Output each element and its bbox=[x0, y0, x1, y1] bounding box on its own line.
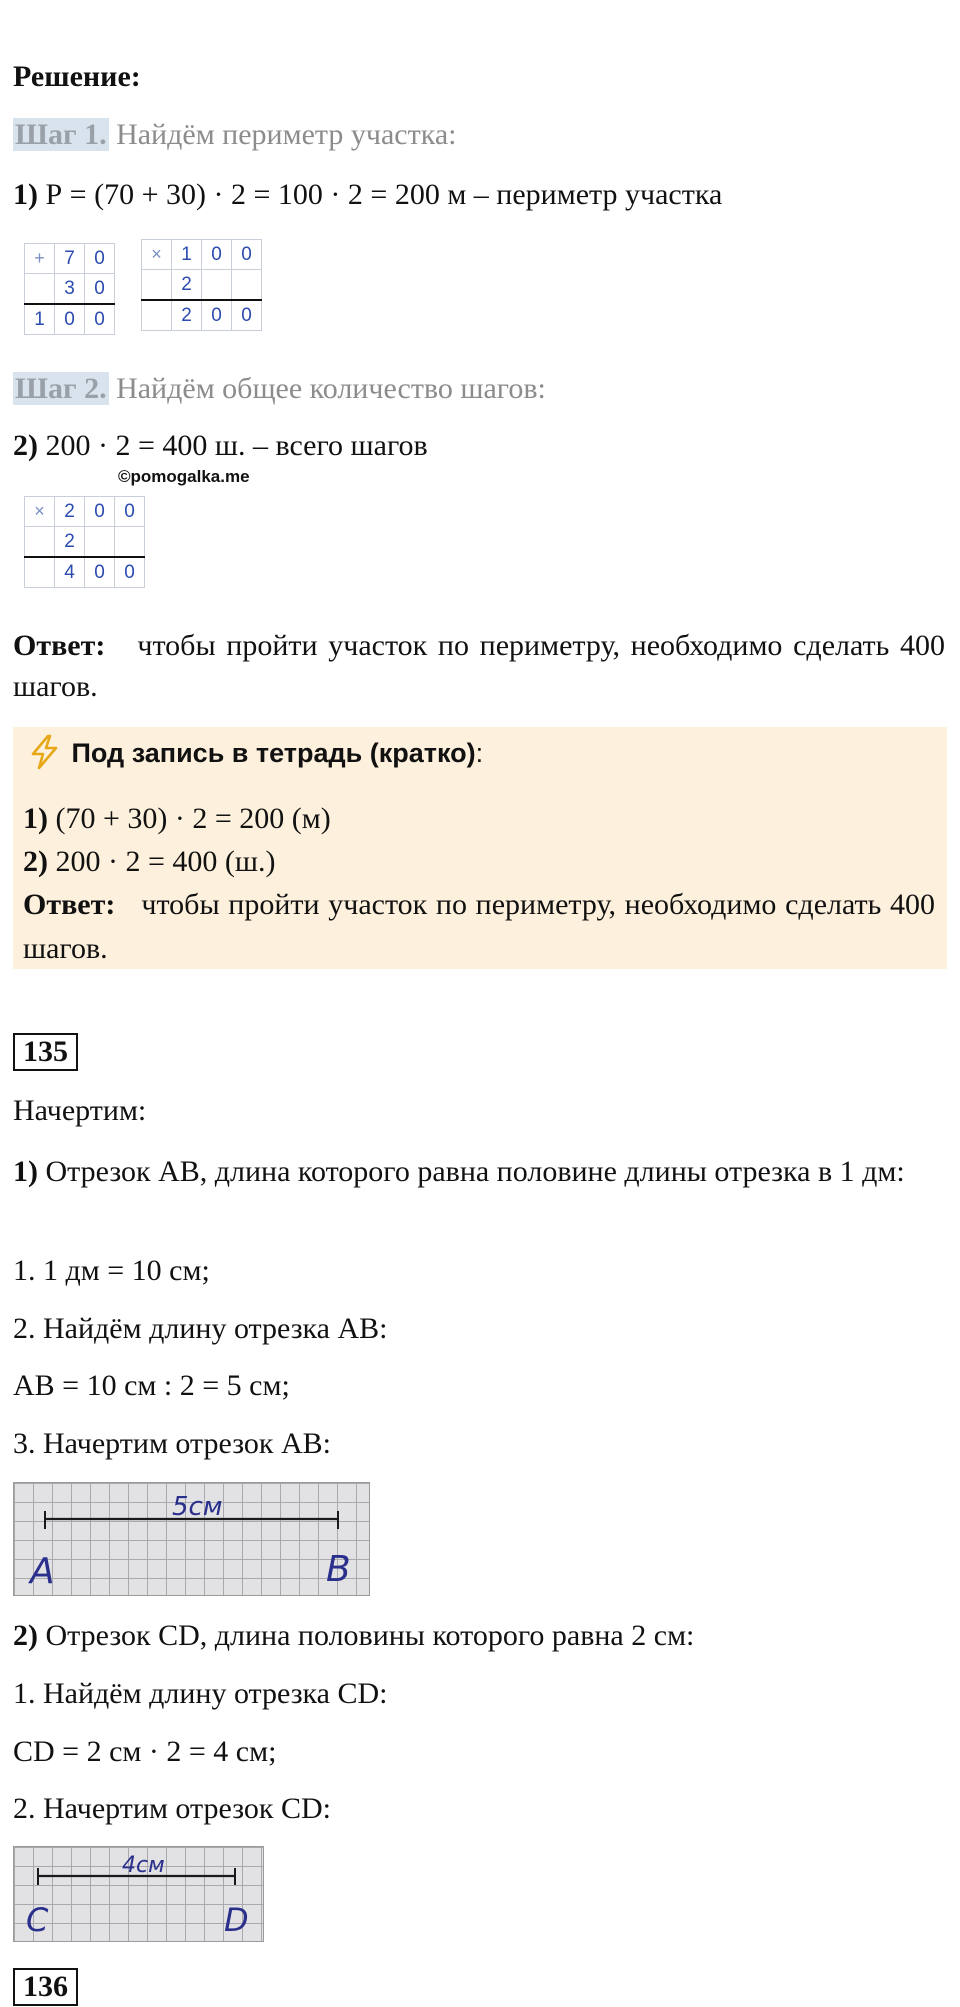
note-line-2 bbox=[23, 841, 276, 883]
line-1-number: 1) bbox=[13, 178, 38, 211]
calc-digit: 1 bbox=[25, 304, 55, 335]
solution-line-2 bbox=[13, 427, 428, 465]
multiply-icon: × bbox=[142, 240, 172, 270]
multiplication-calc-grid-2 bbox=[24, 496, 145, 588]
note-line-1 bbox=[23, 798, 331, 840]
calc-digit: 2 bbox=[172, 300, 202, 331]
note-line-1-text: (70 + 30) · 2 = 200 (м) bbox=[55, 802, 331, 835]
task-135-number: 135 bbox=[13, 1033, 78, 1071]
segment-ab-drawing bbox=[13, 1482, 370, 1596]
calc-digit: 3 bbox=[55, 274, 85, 305]
calc-digit: 7 bbox=[55, 244, 85, 274]
calc-digit: 0 bbox=[115, 557, 145, 588]
calc-digit: 0 bbox=[85, 497, 115, 527]
calc-digit: 0 bbox=[115, 497, 145, 527]
task-135-intro: Начертим: bbox=[13, 1094, 147, 1127]
plus-icon: + bbox=[25, 244, 55, 274]
line-2-text: 200 · 2 = 400 ш. – всего шагов bbox=[45, 429, 428, 462]
line-2-number: 2) bbox=[13, 429, 38, 462]
note-line-2-text: 200 · 2 = 400 (ш.) bbox=[55, 845, 276, 878]
calc-cell bbox=[142, 300, 172, 331]
note-title: Под запись в тетрадь (кратко) bbox=[71, 738, 476, 768]
segment-ab-svg bbox=[14, 1483, 369, 1595]
calc-cell bbox=[202, 270, 232, 301]
calc-digit: 2 bbox=[172, 270, 202, 301]
part-2-number: 2) bbox=[13, 1619, 38, 1652]
multiplication-calc-grid-1 bbox=[141, 239, 262, 331]
segment-cd-length-label: 4см bbox=[122, 1853, 165, 1878]
calc-cell bbox=[25, 274, 55, 305]
task-135-part-2 bbox=[13, 1617, 694, 1655]
note-title-row bbox=[26, 733, 483, 773]
lightning-icon bbox=[26, 733, 64, 771]
step-2-text: Найдём общее количество шагов: bbox=[116, 372, 546, 405]
task-136-number: 136 bbox=[13, 1968, 78, 2006]
watermark: ©pomogalka.me bbox=[118, 467, 250, 486]
segment-cd-svg bbox=[14, 1847, 263, 1941]
part-1-text: Отрезок АВ, длина которого равна половине длины отрезка в 1 дм: bbox=[45, 1155, 905, 1188]
calc-digit: 0 bbox=[202, 240, 232, 270]
line-1-text: Р = (70 + 30) · 2 = 100 · 2 = 200 м – периметр участка bbox=[45, 178, 723, 211]
note-answer-text: чтобы пройти участок по периметру, необходимо сделать 400 шагов. bbox=[23, 888, 935, 965]
task-135-calc-ab: АВ = 10 см : 2 = 5 см; bbox=[13, 1369, 290, 1402]
solution-line-1 bbox=[13, 176, 722, 214]
calc-cell bbox=[25, 557, 55, 588]
calc-digit: 2 bbox=[55, 497, 85, 527]
solution-heading: Решение: bbox=[13, 60, 141, 93]
calc-cell bbox=[115, 527, 145, 558]
answer bbox=[13, 625, 945, 707]
calc-cell bbox=[142, 270, 172, 301]
point-c-label: C bbox=[26, 1901, 49, 1939]
answer-label: Ответ: bbox=[13, 629, 106, 662]
note-answer-label: Ответ: bbox=[23, 888, 116, 921]
step-1-text: Найдём периметр участка: bbox=[116, 118, 457, 151]
calc-digit: 0 bbox=[55, 304, 85, 335]
step-1-tag: Шаг 1. bbox=[15, 118, 107, 151]
note-line-1-number: 1) bbox=[23, 802, 48, 835]
task-135-step-cd-2: 2. Начертим отрезок CD: bbox=[13, 1792, 331, 1825]
multiply-icon: × bbox=[25, 497, 55, 527]
calc-digit: 4 bbox=[55, 557, 85, 588]
task-135-step-2: 2. Найдём длину отрезка АВ: bbox=[13, 1312, 388, 1345]
note-line-2-number: 2) bbox=[23, 845, 48, 878]
calc-digit: 0 bbox=[202, 300, 232, 331]
task-135-calc-cd: CD = 2 см · 2 = 4 см; bbox=[13, 1735, 277, 1768]
task-135-step-1: 1. 1 дм = 10 см; bbox=[13, 1254, 210, 1287]
segment-cd-drawing bbox=[13, 1846, 264, 1942]
calc-digit: 1 bbox=[172, 240, 202, 270]
point-a-label: A bbox=[30, 1551, 55, 1592]
point-b-label: B bbox=[326, 1549, 351, 1590]
point-d-label: D bbox=[224, 1901, 249, 1939]
segment-ab-length-label: 5см bbox=[172, 1492, 223, 1522]
calc-cell bbox=[85, 527, 115, 558]
task-135-part-1 bbox=[13, 1151, 945, 1192]
calc-digit: 0 bbox=[85, 244, 115, 274]
calc-digit: 2 bbox=[55, 527, 85, 558]
calc-cell bbox=[25, 527, 55, 558]
note-answer bbox=[23, 883, 935, 971]
addition-calc-grid bbox=[24, 243, 115, 335]
part-1-number: 1) bbox=[13, 1155, 38, 1188]
note-title-suffix: : bbox=[475, 738, 484, 768]
answer-text: чтобы пройти участок по периметру, необходимо сделать 400 шагов. bbox=[13, 629, 945, 703]
step-1 bbox=[13, 116, 456, 154]
calc-digit: 0 bbox=[85, 274, 115, 305]
calc-digit: 0 bbox=[85, 557, 115, 588]
calc-digit: 0 bbox=[85, 304, 115, 335]
step-2 bbox=[13, 370, 546, 408]
step-2-tag: Шаг 2. bbox=[15, 372, 107, 405]
part-2-text: Отрезок CD, длина половины которого равна 2 см: bbox=[45, 1619, 695, 1652]
calc-cell bbox=[232, 270, 262, 301]
task-135-step-3: 3. Начертим отрезок АВ: bbox=[13, 1427, 331, 1460]
task-135-step-cd-1: 1. Найдём длину отрезка CD: bbox=[13, 1677, 388, 1710]
calc-digit: 0 bbox=[232, 300, 262, 331]
calc-digit: 0 bbox=[232, 240, 262, 270]
